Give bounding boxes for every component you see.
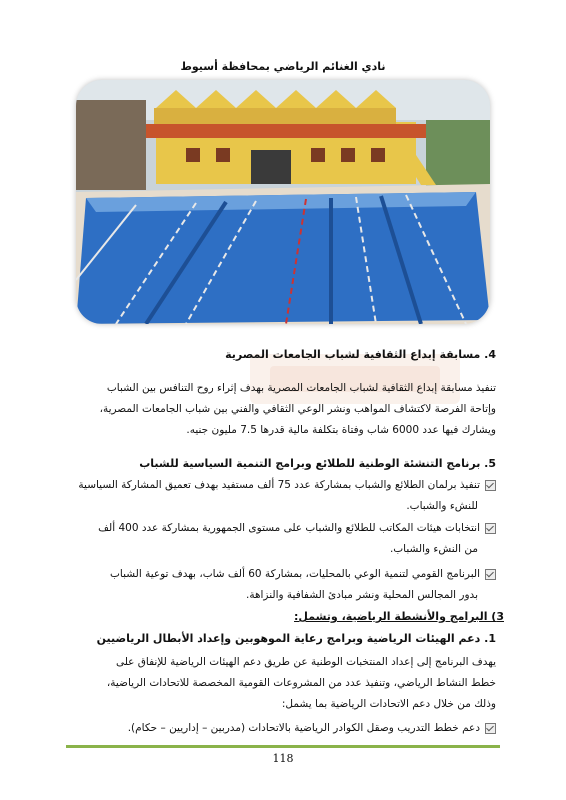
section-5-bullet-2 — [66, 518, 496, 560]
section-3-paragraph — [66, 652, 496, 715]
section-4-line-1: تنفيذ مسابقة إبداع الثقافية لشباب الجامعات المصرية بهدف إثراء روح التنافس بين الشباب — [106, 382, 496, 394]
checkbox-bullet-icon — [485, 523, 496, 534]
section-3-line-1: يهدف البرنامج إلى إعداد المنتخبات الوطنية عن طريق دعم الهيئات الرياضية للإنفاق على — [115, 656, 496, 668]
section-3-bullet-1 — [66, 718, 496, 739]
section-3-bullet-1-text: دعم خطط التدريب وصقل الكوادر الرياضية بالاتحادات (مدربين – إداريين – حكام). — [127, 722, 480, 734]
section-3-line-2: خطط النشاط الرياضي، وتنفيذ عدد من المشروعات القومية المخصصة للاتحادات الرياضية، — [106, 677, 496, 689]
section-5-bullet-3 — [66, 564, 496, 606]
footer-divider — [66, 745, 500, 748]
section-4-heading: 4. مسابقة إبداع الثقافية لشباب الجامعات المصرية — [225, 348, 496, 361]
section-4-paragraph — [66, 378, 496, 441]
section-3-line-3: وذلك من خلال دعم الاتحادات الرياضية بما يشمل: — [281, 698, 496, 710]
checkbox-bullet-icon — [485, 569, 496, 580]
bullet-1-line-1: تنفيذ برلمان الطلائع والشباب بمشاركة عدد 75 ألف مستفيد بهدف تعميق المشاركة السياسية — [78, 479, 480, 491]
checkbox-bullet-icon — [485, 480, 496, 491]
checkbox-bullet-icon — [485, 723, 496, 734]
pool-photo — [76, 80, 490, 324]
section-4-line-3: ويشارك فيها عدد 6000 شاب وفتاة بتكلفة مالية قدرها 7.5 مليون جنيه. — [186, 424, 496, 436]
section-3-heading: 3) البرامج والأنشطة الرياضية، وتشمل: — [294, 610, 504, 623]
page-number: 118 — [272, 752, 294, 765]
section-5-heading: 5. برنامج التنشئة الوطنية للطلائع وبرامج التنمية السياسية للشباب — [139, 457, 496, 470]
photo-caption: نادي الغنائم الرياضي بمحافظة أسيوط — [180, 60, 386, 73]
bullet-2-line-2: من النشء والشباب. — [389, 543, 478, 555]
section-5-bullet-1 — [66, 475, 496, 517]
bullet-2-line-1: انتخابات هيئات المكاتب للطلائع والشباب على مستوى الجمهورية بمشاركة عدد 400 ألف — [98, 522, 480, 534]
bullet-1-line-2: للنشء والشباب. — [406, 500, 478, 512]
bullet-3-line-2: بدور المجالس المحلية ونشر مبادئ الشفافية والنزاهة. — [245, 589, 478, 601]
section-3-subheading-1: 1. دعم الهيئات الرياضية وبرامج رعاية الموهوبين وإعداد الأبطال الرياضيين — [96, 632, 496, 645]
bullet-3-line-1: البرنامج القومي لتنمية الوعي بالمحليات، بمشاركة 60 ألف شاب، بهدف توعية الشباب — [110, 568, 480, 580]
section-4-line-2: وإتاحة الفرصة لاكتشاف المواهب ونشر الوعي الثقافي والفني بين شباب الجامعات المصرية، — [99, 403, 496, 415]
